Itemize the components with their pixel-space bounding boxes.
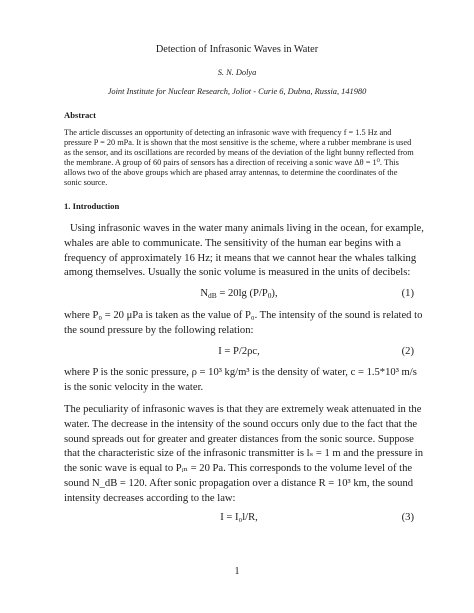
introduction-heading: 1. Introduction [64, 201, 120, 211]
intro-paragraph-1: Using infrasonic waves in the water many animals living in the ocean, for example, whales are able to communicate. The sensitivity of the human ear begins with a frequency of approximately 16 Hz; it means that we cannot hear the whales talking among themselves. Usually the sonic volume is measured in the units of decibels: [64, 223, 424, 279]
equation-3-number: (3) [401, 512, 414, 523]
intro-paragraph-4: The peculiarity of infrasonic waves is that they are extremely weak attenuated in the water. The decrease in the intensity of the sound occurs only due to the fact that the sound spreads out for greater and greater distances from the sonic source. Suppose that the characteristic size of the infrasonic transmitter is lₛ = 1 m and the pressure in the sonic wave is equal to Pᵢₙ = 20 Pa. This corresponds to the volume level of the sound N_dB = 120. After sonic propagation over a distance R = 10³ km, the sound intensity decreases according to the law: [64, 404, 424, 504]
abstract-text: The article discusses an opportunity of detecting an infrasonic wave with frequency f = 1.5 Hz and pressure P = 20 mPa. It is shown that the most sensitive is the scheme, where a rubber membrane is used as the sensor, and its oscillations are recorded by means of the deviation of the light bunny reflected from the membrane. A group of 60 pairs of sensors has a direction of receiving a sonic wave Δθ = 1⁰. This allows two of the above groups which are phased array antennas, to determine the coordinates of the sonic source. [64, 128, 414, 187]
equation-2-expression: I = P/2ρc, [218, 346, 260, 357]
equation-1-number: (1) [401, 288, 414, 299]
paper-author: S. N. Dolya [217, 68, 257, 77]
equation-1-expression: $N_{dB} = 20\lg$ $(P/P_0)$, [200, 288, 278, 300]
paper-title: Detection of Infrasonic Waves in Water [155, 44, 319, 55]
equation-3-expression: I = I₀l/R, [220, 512, 258, 523]
equation-2-number: (2) [401, 346, 414, 357]
abstract-heading: Abstract [64, 110, 96, 120]
intro-paragraph-3: where P is the sonic pressure, ρ = 10³ kg/m³ is the density of water, c = 1.5*10³ m/s is the sonic velocity in the water. [64, 367, 417, 393]
page-number: 1 [234, 566, 240, 577]
paper-affiliation: Joint Institute for Nuclear Research, Joliot - Curie 6, Dubna, Russia, 141980 [107, 87, 367, 96]
intro-paragraph-2: where P₀ = 20 μPa is taken as the value of P₀. The intensity of the sound is related to the sound pressure by the following relation: [64, 310, 423, 336]
